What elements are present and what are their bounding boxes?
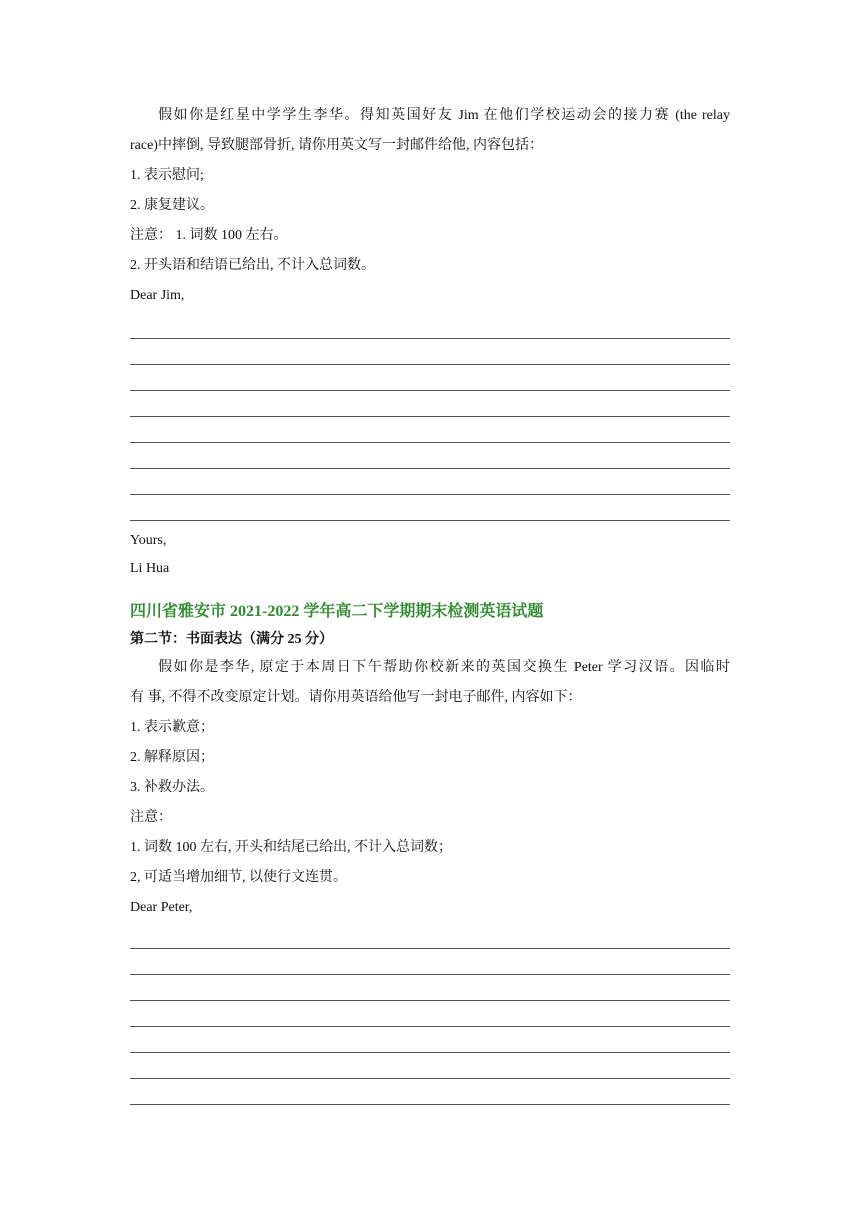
answer-line[interactable] <box>130 1027 730 1053</box>
task-2-greeting: Dear Peter, <box>130 900 193 915</box>
task-2-item-3: 3. 补救办法。 <box>130 780 214 795</box>
task-1-answer-lines <box>130 313 730 521</box>
answer-line[interactable] <box>130 417 730 443</box>
answer-line[interactable] <box>130 313 730 339</box>
answer-line[interactable] <box>130 365 730 391</box>
document-page <box>130 101 730 1105</box>
task-2-note-1: 1. 词数 100 左右, 开头和结尾已给出, 不计入总词数； <box>130 840 452 855</box>
task-1-signature: Li Hua <box>130 561 170 576</box>
answer-line[interactable] <box>130 339 730 365</box>
task-2-item-2: 2. 解释原因； <box>130 750 214 765</box>
task-2-note-label: 注意： <box>130 810 172 825</box>
task-1-greeting: Dear Jim, <box>130 288 185 303</box>
answer-line[interactable] <box>130 1053 730 1079</box>
task-2-prompt-line-1: 假如你是李华, 原定于本周日下午帮助你校新来的英国交换生 Peter 学习汉语。因临时 <box>158 660 730 675</box>
task-1-closing: Yours, <box>130 533 167 548</box>
answer-line[interactable] <box>130 923 730 949</box>
exam-title: 四川省雅安市 2021-2022 学年高二下学期期末检测英语试题 <box>130 603 544 620</box>
task-2-answer-lines <box>130 923 730 1105</box>
task-1-prompt-line-2: race)中摔倒, 导致腿部骨折, 请你用英文写一封邮件给他, 内容包括： <box>130 138 543 153</box>
answer-line[interactable] <box>130 443 730 469</box>
answer-line[interactable] <box>130 1079 730 1105</box>
task-1-prompt-line-1: 假如你是红星中学学生李华。得知英国好友 Jim 在他们学校运动会的接力赛 (the relay <box>158 108 730 123</box>
answer-line[interactable] <box>130 949 730 975</box>
task-1 <box>130 101 730 583</box>
answer-line[interactable] <box>130 495 730 521</box>
task-1-item-1: 1. 表示慰问; <box>130 168 204 183</box>
section-title: 第二节：书面表达（满分 25 分） <box>130 632 333 647</box>
answer-line[interactable] <box>130 469 730 495</box>
answer-line[interactable] <box>130 1001 730 1027</box>
answer-line[interactable] <box>130 975 730 1001</box>
task-1-note-1: 注意： 1. 词数 100 左右。 <box>130 228 288 243</box>
task-2-prompt-line-2: 有 事, 不得不改变原定计划。请你用英语给他写一封电子邮件, 内容如下： <box>130 690 582 705</box>
task-1-note-2: 2. 开头语和结语已给出, 不计入总词数。 <box>130 258 375 273</box>
answer-line[interactable] <box>130 391 730 417</box>
task-2-item-1: 1. 表示歉意； <box>130 720 214 735</box>
task-2-note-2: 2, 可适当增加细节, 以使行文连贯。 <box>130 870 347 885</box>
task-2 <box>130 597 730 1105</box>
task-1-item-2: 2. 康复建议。 <box>130 198 214 213</box>
